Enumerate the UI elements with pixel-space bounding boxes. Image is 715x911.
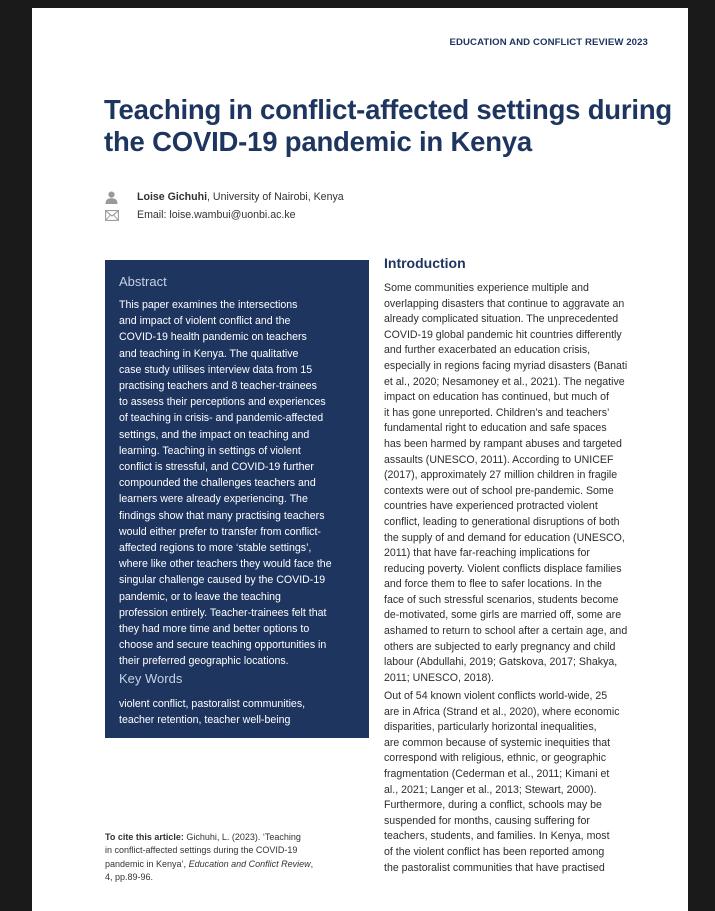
keywords-heading: Key Words	[119, 671, 183, 686]
introduction-p1-line: impact on education has continued, but much of	[384, 391, 609, 404]
citation-journal: Education and Conflict Review	[188, 858, 311, 869]
author-name: Loise Gichuhi	[137, 191, 208, 203]
introduction-p1-line: countries have experienced protracted violent	[384, 500, 598, 513]
abstract-line: would either prefer to transfer from conflict-	[119, 525, 321, 538]
citation-text-3: pandemic in Kenya’,	[105, 858, 189, 869]
introduction-p1-line: ashamed to return to school after a certain age, and	[384, 625, 628, 638]
abstract-line: choose and secure teaching opportunities in	[119, 639, 327, 652]
introduction-p1-line: de-motivated, some girls are married off, some are	[384, 609, 622, 622]
author-affiliation: , University of Nairobi, Kenya	[207, 191, 344, 203]
introduction-p1-line: conflict, leading to generational disruptions of both	[384, 515, 620, 528]
introduction-p2-line: of the violent conflict has been reported among	[384, 845, 605, 858]
introduction-p2-line: Out of 54 known violent conflicts world-wide, 25	[384, 690, 608, 702]
introduction-p1-line: it has gone unreported. Children’s and teachers’	[384, 406, 610, 419]
introduction-p1-line: contexts were out of school pre-pandemic. Some	[384, 484, 614, 497]
introduction-p2-line: the pastoralist communities that have practised	[384, 861, 605, 874]
abstract-line: their preferred geographic locations.	[119, 655, 289, 668]
author-line	[105, 189, 344, 205]
abstract-line: settings, and the impact on teaching and	[119, 428, 310, 441]
abstract-line: pandemic, or to leave the teaching	[119, 590, 281, 603]
abstract-line: compounded the challenges teachers and	[119, 477, 316, 490]
abstract-line: affected regions to more ‘stable settings’,	[119, 542, 312, 555]
citation-text-2: in conflict-affected settings during the COVID-19	[105, 845, 298, 856]
introduction-p1-line: others are subjected to early pregnancy and child	[384, 640, 616, 653]
abstract-line: case study utilises interview data from 15	[119, 363, 313, 376]
introduction-p1-line: and force them to flee to safer locations. In the	[384, 578, 602, 591]
citation-comma: ,	[310, 858, 314, 869]
introduction-p1-line: labour (Abdullahi, 2019; Gatskova, 2017; Shakya,	[384, 656, 618, 669]
introduction-p1-line: the supply of and demand for education (UNESCO,	[384, 531, 625, 544]
abstract-line: learning. Teaching in settings of violent	[119, 444, 301, 457]
abstract-line: COVID-19 health pandemic on teachers	[119, 331, 307, 344]
introduction-p1-line: and further exacerbated an education crisis,	[384, 344, 591, 357]
introduction-p1-line: has been harmed by rampant abuses and targeted	[384, 437, 622, 450]
abstract-line: practising teachers and 8 teacher-trainees	[119, 380, 317, 393]
introduction-p1-line: COVID-19 global pandemic hit countries differently	[384, 328, 622, 341]
abstract-line: profession entirely. Teacher-trainees felt that	[119, 606, 327, 619]
introduction-p2-line: fragmentation (Cederman et al., 2011; Kimani et	[384, 767, 610, 780]
author-email[interactable]: Email: loise.wambui@uonbi.ac.ke	[137, 209, 296, 221]
introduction-p1-line: fundamental right to education and safe spaces	[384, 422, 607, 435]
email-line	[105, 207, 296, 223]
keywords-line: violent conflict, pastoralist communities,	[119, 698, 306, 710]
abstract-heading: Abstract	[119, 274, 167, 289]
abstract-line: they had more time and better options to	[119, 623, 310, 636]
introduction-p1-line: reducing poverty. Violent conflicts displace families	[384, 562, 622, 575]
citation-label: To cite this article:	[105, 832, 184, 842]
keywords-text	[119, 696, 357, 728]
abstract-line: learners were already experiencing. The	[119, 493, 308, 506]
envelope-icon	[105, 208, 123, 222]
abstract-line: singular challenge caused by the COVID-19	[119, 574, 326, 587]
introduction-paragraph-1	[384, 281, 644, 686]
article-title: Teaching in conflict-affected settings during the COVID-19 pandemic in Kenya	[104, 94, 673, 157]
introduction-p1-line: face of such stressful scenarios, students become	[384, 593, 619, 606]
journal-header: EDUCATION AND CONFLICT REVIEW 2023	[449, 37, 648, 48]
citation-pages: 4, pp.89-96.	[105, 871, 154, 882]
introduction-paragraph-2	[384, 689, 644, 876]
person-icon	[105, 190, 123, 204]
introduction-p1-line: et al., 2020; Nesamoney et al., 2021). The negative	[384, 375, 625, 388]
introduction-p2-line: disparities, particularly horizontal inequalities,	[384, 721, 597, 734]
abstract-line: where like other teachers they would face the	[119, 558, 332, 571]
abstract-line: findings show that many practising teachers	[119, 509, 325, 522]
abstract-line: This paper examines the intersections	[119, 299, 298, 311]
abstract-line: and teaching in Kenya. The qualitative	[119, 347, 299, 360]
abstract-text	[119, 297, 357, 670]
introduction-p1-line: 2011; UNESCO, 2018).	[384, 671, 494, 684]
introduction-p1-line: 2011) that have far-reaching implications for	[384, 547, 590, 560]
introduction-p2-line: al., 2021; Langer et al., 2013; Stewart, 2000).	[384, 783, 597, 796]
introduction-p1-line: Some communities experience multiple and	[384, 282, 589, 294]
introduction-p1-line: especially in regions facing myriad disasters (Banati	[384, 359, 628, 372]
citation	[105, 831, 369, 884]
introduction-p1-line: overlapping disasters that continue to aggravate an	[384, 297, 625, 310]
abstract-box	[105, 260, 369, 738]
introduction-p2-line: Furthermore, during a conflict, schools may be	[384, 799, 602, 812]
citation-text-1: Gichuhi, L. (2023). ‘Teaching	[183, 832, 301, 842]
introduction-p1-line: assaults (UNESCO, 2011). According to UNICEF	[384, 453, 614, 466]
introduction-p1-line: (2017), approximately 27 million children in fragile	[384, 469, 618, 482]
abstract-line: and impact of violent conflict and the	[119, 315, 291, 328]
introduction-p2-line: are in Africa (Strand et al., 2020), where economic	[384, 705, 620, 718]
paper-page	[32, 8, 688, 911]
introduction-p2-line: correspond with religious, ethnic, or geographic	[384, 752, 607, 765]
keywords-line: teacher retention, teacher well-being	[119, 714, 291, 726]
introduction-p2-line: teachers, students, and families. In Kenya, most	[384, 830, 610, 843]
introduction-p2-line: suspended for months, causing suffering for	[384, 814, 590, 827]
introduction-p2-line: are common because of systemic inequities that	[384, 736, 611, 749]
abstract-line: of teaching in crisis- and pandemic-affected	[119, 412, 324, 425]
abstract-line: to assess their perceptions and experiences	[119, 396, 326, 409]
abstract-line: conflict is stressful, and COVID-19 further	[119, 461, 314, 474]
introduction-heading: Introduction	[384, 255, 466, 271]
introduction-p1-line: already complicated situation. The unprecedented	[384, 313, 619, 326]
